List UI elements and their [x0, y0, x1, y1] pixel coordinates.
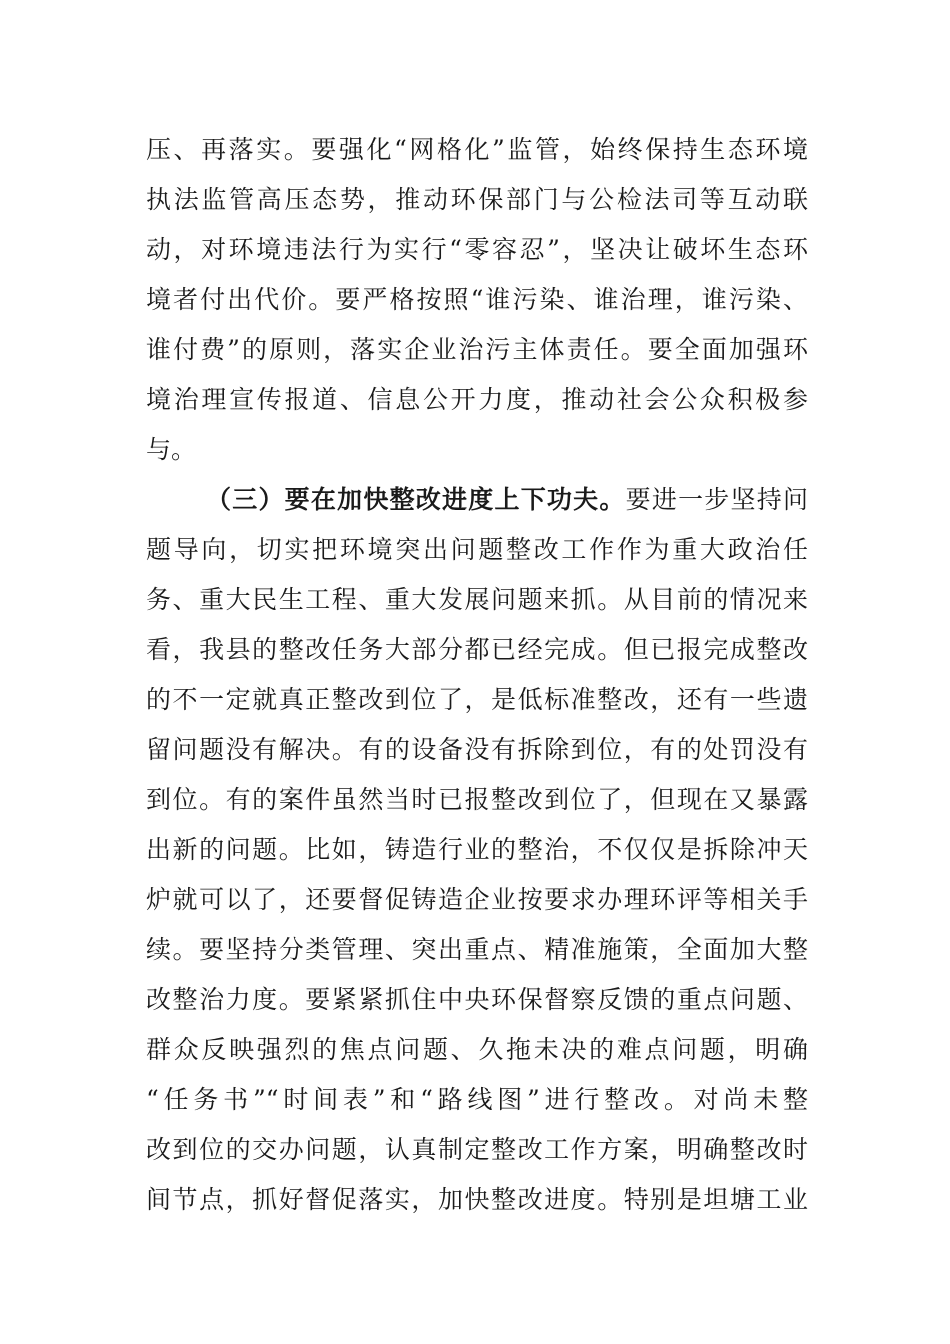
- paragraph-line: 执法监管高压态势，推动环保部门与公检法司等互动联: [146, 185, 808, 214]
- section-text: 要进一步坚持问: [625, 485, 808, 514]
- paragraph-line: 的不一定就真正整改到位了，是低标准整改，还有一些遗: [146, 685, 808, 714]
- paragraph-line: 境者付出代价。要严格按照“谁污染、谁治理，谁污染、: [146, 285, 808, 314]
- paragraph-line: 到位。有的案件虽然当时已报整改到位了，但现在又暴露: [146, 785, 808, 814]
- paragraph-line: 群众反映强烈的焦点问题、久拖未决的难点问题，明确: [146, 1035, 808, 1064]
- section-heading-line: [206, 480, 808, 520]
- paragraph-line: 出新的问题。比如，铸造行业的整治，不仅仅是拆除冲天: [146, 835, 808, 864]
- paragraph-line: 留问题没有解决。有的设备没有拆除到位，有的处罚没有: [146, 735, 808, 764]
- paragraph-line: 炉就可以了，还要督促铸造企业按要求办理环评等相关手: [146, 885, 808, 914]
- section-heading: （三）要在加快整改进度上下功夫。: [206, 485, 626, 514]
- paragraph-line: 动，对环境违法行为实行“零容忍”，坚决让破坏生态环: [146, 235, 808, 264]
- paragraph-line: 与。: [146, 435, 197, 464]
- paragraph-line: 改整治力度。要紧紧抓住中央环保督察反馈的重点问题、: [146, 985, 808, 1014]
- paragraph-line: 务、重大民生工程、重大发展问题来抓。从目前的情况来: [146, 585, 808, 614]
- paragraph-line: 间节点，抓好督促落实，加快整改进度。特别是坦塘工业: [146, 1185, 808, 1214]
- paragraph-line: 改到位的交办问题，认真制定整改工作方案，明确整改时: [146, 1135, 808, 1164]
- paragraph-line: 题导向，切实把环境突出问题整改工作作为重大政治任: [146, 535, 808, 564]
- paragraph-line: 谁付费”的原则，落实企业治污主体责任。要全面加强环: [146, 335, 808, 364]
- paragraph-line: “任务书”“时间表”和“路线图”进行整改。对尚未整: [146, 1085, 808, 1114]
- paragraph-line: 续。要坚持分类管理、突出重点、精准施策，全面加大整: [146, 935, 808, 964]
- paragraph-line: 压、再落实。要强化“网格化”监管，始终保持生态环境: [146, 135, 808, 164]
- paragraph-line: 看，我县的整改任务大部分都已经完成。但已报完成整改: [146, 635, 808, 664]
- paragraph-line: 境治理宣传报道、信息公开力度，推动社会公众积极参: [146, 385, 808, 414]
